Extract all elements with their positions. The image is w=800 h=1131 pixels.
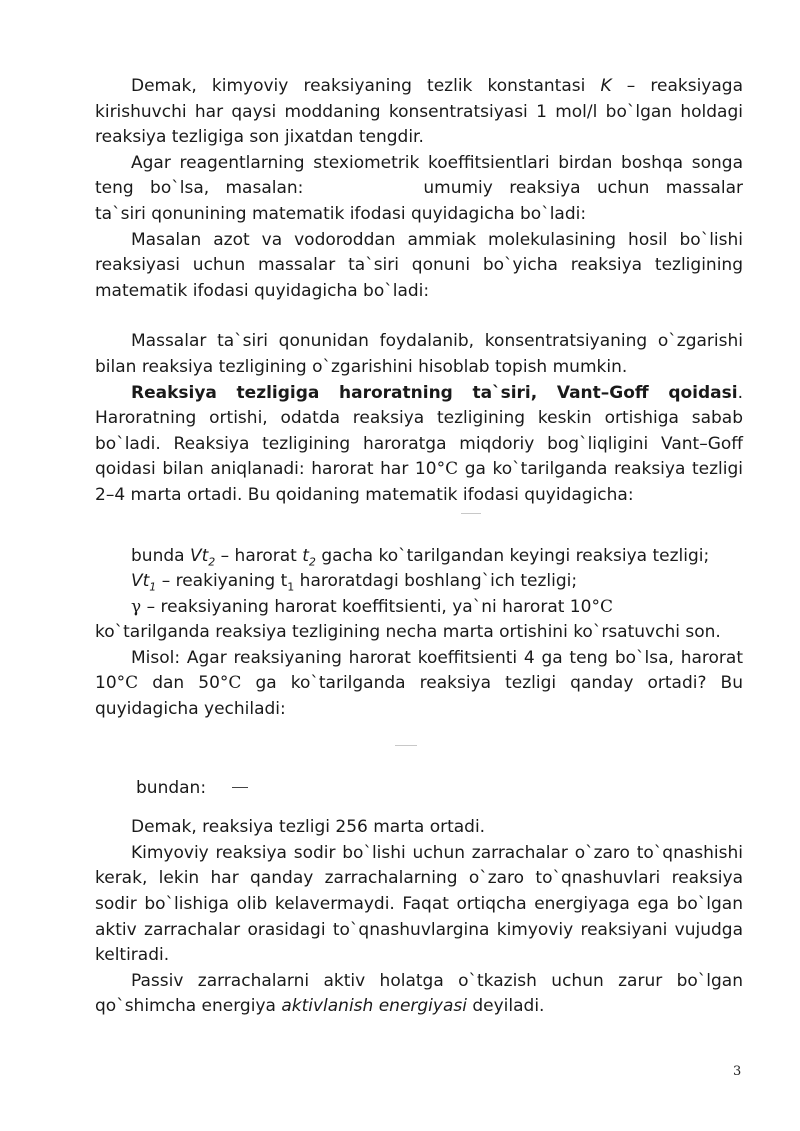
- text-span: Misol: Agar reaksiyaning harorat koeffitsienti 4 ga teng bo`lsa, harorat 10: [95, 647, 743, 694]
- text-span: gacha ko`tarilgandan keyingi reaksiya tezligi;: [315, 545, 710, 566]
- definition-gamma-cont: ko`tarilganda reaksiya tezligining necha marta ortishini ko`rsatuvchi son.: [95, 622, 721, 643]
- text-span: umumiy reaksiya uchun massalar ta`siri qonunining matematik ifodasi quyidagicha bo`ladi:: [95, 178, 743, 224]
- text-span: Passiv zarrachalarni aktiv holatga o`tkazish uchun zarur bo`lgan qo`shimcha energiya: [95, 970, 743, 1017]
- text-span: – harorat: [215, 545, 303, 566]
- text-span: haroratdagi boshlang`ich tezligi;: [294, 571, 578, 592]
- paragraph-stoichiometric: [95, 151, 743, 228]
- equation-placeholder: [95, 801, 743, 815]
- text-span: Agar reagentlarning stexiometrik koeffitsientlari birdan boshqa songa teng bo`lsa, masalan:: [95, 152, 743, 199]
- degree-unit: °C: [116, 673, 139, 694]
- formula-fraction-line: [232, 787, 248, 788]
- paragraph-vant-goff: [95, 381, 743, 509]
- page-number: 3: [733, 1064, 742, 1079]
- paragraph-ammonia: Masalan azot va vodoroddan ammiak molekulasining hosil bo`lishi reaksiyasi uchun massalar ta`siri qonuni bo`yicha reaksiya tezligining matematik ifodasi quyidagicha bo`ladi:: [95, 229, 743, 301]
- subscript: 2: [208, 554, 216, 568]
- definition-vt1: [95, 569, 743, 595]
- paragraph-example: [95, 646, 743, 723]
- symbol-vt: Vt: [131, 571, 150, 592]
- document-page: [95, 74, 743, 1020]
- formula-fraction-line: [461, 513, 481, 514]
- text-span: – reaksiyaning harorat koeffitsienti, ya`ni harorat 10: [141, 596, 592, 617]
- text-span: Demak, kimyoviy reaksiyaning tezlik konstantasi: [131, 76, 601, 96]
- paragraph-rate-constant: [95, 74, 743, 151]
- text-span: Haroratning ortishi, odatda reaksiya tezligining keskin ortishiga sabab bo`ladi. Reaksiya tezligining haroratga miqdoriy bog`liqligini Vant–Goff qoidasi bilan aniqlanadi: harorat har 10: [95, 408, 743, 480]
- text-span: ga ko`tarilganda reaksiya tezligi 2–4 marta ortadi. Bu qoidaning matematik ifodasi quyidagicha:: [95, 459, 744, 505]
- text-span: – reaksiyaga kirishuvchi har qaysi moddaning konsentratsiyasi 1 mol/l bo`lgan holdagi reaksiya tezligiga son jixatdan tengdir.: [95, 76, 743, 148]
- subscript: 1: [149, 580, 157, 594]
- paragraph-result: Demak, reaksiya tezligi 256 marta ortadi.: [131, 817, 486, 838]
- term-activation-energy: aktivlanish energiyasi: [281, 996, 467, 1017]
- text-span: ga ko`tarilganda reaksiya tezligi qanday ortadi? Bu quyidagicha yechiladi:: [95, 673, 743, 720]
- text-span: bunda: [131, 545, 190, 566]
- formula-fraction-line: [395, 745, 417, 746]
- paragraph-collisions: Kimyoviy reaksiya sodir bo`lishi uchun zarrachalar o`zaro to`qnashishi kerak, lekin har qanday zarrachalarning o`zaro to`qnashuvlari reaksiya sodir bo`lishiga olib kelavermaydi. Faqat ortiqcha energiyaga ega bo`lgan aktiv zarrachalar orasidagi to`qnashuvlargina kimyoviy reaksiyani vujudga keltiradi.: [95, 842, 743, 966]
- symbol-vt: Vt: [189, 545, 209, 566]
- paragraph-mass-action: Massalar ta`siri qonunidan foydalanib, konsentratsiyaning o`zgarishi bilan reaksiya tezligining o`zgarishini hisoblab topish mumkin.: [95, 331, 743, 377]
- section-heading: Reaksiya tezligiga haroratning ta`siri, Vant–Goff qoidasi: [131, 382, 738, 403]
- degree-unit: °C: [219, 673, 242, 694]
- degree-unit: °C: [591, 596, 613, 617]
- text-span: dan 50: [138, 673, 220, 694]
- bundan-line: [136, 776, 743, 802]
- symbol-t: t: [302, 545, 309, 566]
- text-span: – reakiyaning t: [156, 571, 288, 592]
- constant-symbol: K: [600, 76, 612, 96]
- symbol-gamma: γ: [131, 596, 142, 617]
- text-span: deyiladi.: [466, 996, 545, 1017]
- subscript: 1: [287, 580, 295, 594]
- definition-vt2: [95, 544, 743, 570]
- degree-unit: °C: [436, 459, 459, 480]
- definition-gamma: [95, 595, 743, 621]
- equation-placeholder: [95, 304, 743, 329]
- subscript: 2: [308, 554, 316, 568]
- text-span: .: [737, 382, 743, 403]
- paragraph-activation: [95, 969, 743, 1020]
- bundan-label: bundan:: [136, 777, 207, 798]
